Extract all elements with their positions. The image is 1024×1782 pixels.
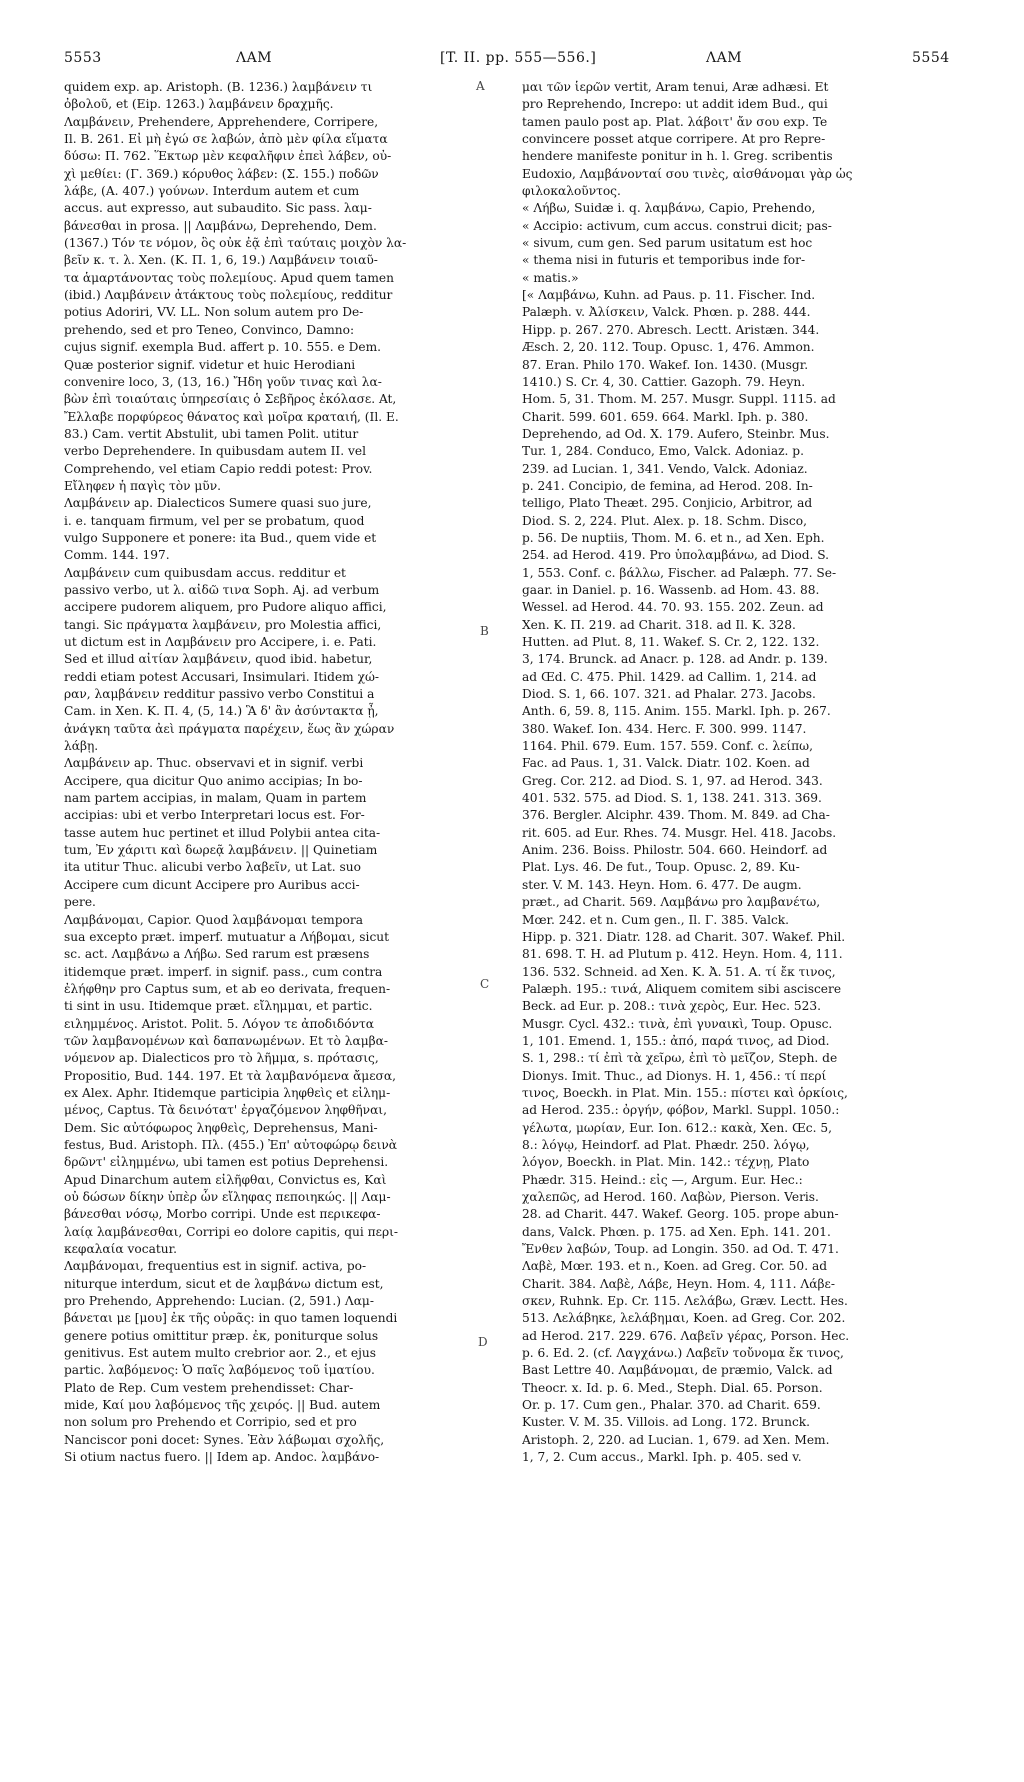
left-text-column: quidem exp. ap. Aristoph. (B. 1236.) λαμβάνειν τι ὀβολοῦ, et (Eip. 1263.) λαμβάνειν δραχμῆς. Λαμβάνειν, Prehendere, Apprehendere, Corripere, Il. B. 261. Εἰ μὴ ἐγώ σε λαβών, ἀπὸ μὲν φίλα εἵματα δύσω: Π. 762. Ἕκτωρ μὲν κεφαλῆφιν ἐπεὶ λάβεν, οὐ- χὶ μεθίει: (Γ. 369.) κόρυθος λάβεν: (Σ. 155.) ποδῶν λάβε, (Α. 407.) γούνων. Interdum autem et cum accus. aut expresso, aut subaudito. Sic pass. λαμ- βάνεσθαι in prosa. || Λαμβάνω, Deprehendo, Dem. (1367.) Τόν τε νόμον, ὃς οὐκ ἐᾷ ἐπὶ ταύταις μοιχὸν λα- βεῖν κ. τ. λ. Xen. (K. Π. 1, 6, 19.) Λαμβάνειν τοιαῦ- τα ἁμαρτάνοντας τοὺς πολεμίους. Apud quem tamen (ibid.) Λαμβάνειν ἀτάκτους τοὺς πολεμίους, redditur potius Adoriri, VV. LL. Non solum autem pro De- prehendo, sed et pro Teneo, Convinco, Damno: cujus signif. exempla Bud. affert p. 10. 555. e Dem. Quæ posterior signif. videtur et huic Herodiani convenire loco, 3, (13, 16.) Ἤδη γοῦν τινας καὶ λα- βὼν ἐπὶ τοιαύταις ὑπηρεσίαις ὁ Σεβῆρος ἐκόλασε. At, Ἔλλαβε πορφύρεος θάνατος καὶ μοῖρα κραταιή, (Il. E. 83.) Cam. vertit Abstulit, ubi tamen Polit. utitur verbo Deprehendere. In quibusdam autem II. vel Comprehendo, vel etiam Capio reddi potest: Prov. Εἴληφεν ἡ παγὶς τὸν μῦν. Λαμβάνειν ap. Dialecticos Sumere quasi suo jure, i. e. tanquam firmum, vel per se probatum, quod vulgo Supponere et ponere: ita Bud., quem vide et Comm. 144. 197. Λαμβάνειν cum quibusdam accus. redditur et passivo verbo, ut λ. αἰδῶ τινα Soph. Aj. ad verbum accipere pudorem aliquem, pro Pudore aliquo affici, tangi. Sic πράγματα λαμβάνειν, pro Molestia affici, ut dictum est in Λαμβάνειν pro Accipere, i. e. Pati. Sed et illud αἰτίαν λαμβάνειν, quod ibid. habetur, reddi etiam potest Accusari, Insimulari. Itidem χώ- ραν, λαμβάνειν redditur passivo verbo Constitui a Cam. in Xen. K. Π. 4, (5, 14.) Ἃ δ' ἂν ἀσύντακτα ᾖ, ἀνάγκη ταῦτα ἀεὶ πράγματα παρέχειν, ἕως ἂν χώραν λάβῃ. Λαμβάνειν ap. Thuc. observavi et in signif. verbi Accipere, qua dicitur Quo animo accipias; In bo- nam partem accipias, in malam, Quam in partem accipias: ubi et verbo Interpretari locus est. For- tasse autem huc pertinet et illud Polybii antea cita- tum, Ἐν χάριτι καὶ δωρεᾷ λαμβάνειν. || Quinetiam ita utitur Thuc. alicubi verbo λαβεῖν, ut Lat. suo Accipere cum dicunt Accipere pro Auribus acci- pere. Λαμβάνομαι, Capior. Quod λαμβάνομαι tempora sua excepto præt. imperf. mutuatur a Λήβομαι, sicut sc. act. Λαμβάνω a Λήβω. Sed rarum est præsens itidemque præt. imperf. in signif. pass., cum contra ἐλήφθην pro Captus sum, et ab eo derivata, frequen- ti sint in usu. Itidemque præt. εἴλημμαι, et partic. ειλημμένος. Aristot. Polit. 5. Λόγον τε ἀποδιδόντα τῶν λαμβανομένων καὶ δαπανωμένων. Et τὸ λαμβα- νόμενον ap. Dialecticos pro τὸ λῆμμα, s. πρότασις, Propositio, Bud. 144. 197. Et τὰ λαμβανόμενα ἄμεσα, ex Alex. Aphr. Itidemque participia ληφθεὶς et εἰλημ- μένος, Captus. Τὰ δεινότατ' ἐργαζόμενον ληφθῆναι, Dem. Sic αὐτόφωρος ληφθεὶς, Deprehensus, Mani- festus, Bud. Aristoph. Πλ. (455.) Ἐπ' αὐτοφώρῳ δεινὰ δρῶντ' εἰλημμένω, ubi tamen est potius Deprehensi. Apud Dinarchum autem εἰλῆφθαι, Convictus es, Καὶ οὐ δώσων δίκην ὑπὲρ ὧν εἴληφας πεποιηκώς. || Λαμ- βάνεσθαι νόσῳ, Morbo corripi. Unde est περικεφα- λαίᾳ λαμβάνεσθαι, Corripi eo dolore capitis, qui περι- κεφαλαία vocatur. Λαμβάνομαι, frequentius est in signif. activa, po- niturque interdum, sicut et de λαμβάνω dictum est, pro Prehendo, Apprehendo: Lucian. (2, 591.) Λαμ- βάνεται με [μου] ἐκ τῆς οὐρᾶς: in quo tamen loquendi genere potius omittitur præp. ἐκ, poniturque solus genitivus. Est autem multo crebrior aor. 2., et ejus partic. λαβόμενος: Ὁ παῖς λαβόμενος τοῦ ἱματίου. Plato de Rep. Cum vestem prehendisset: Char- mide, Καί μου λαβόμενος τῆς χειρός. || Bud. autem non solum pro Prehendo et Corripio, sed et pro Nanciscor poni docet: Synes. Ἐὰν λάβωμαι σχολῆς, Si otium nactus fuero. || Idem ap. Andoc. λαμβάνο- [64, 80, 407, 1465]
margin-mark-b: B [480, 624, 489, 638]
margin-mark-a: A [476, 79, 485, 93]
page-reference: [T. II. pp. 555—556.] [440, 50, 597, 66]
left-column-number: 5553 [64, 50, 102, 66]
right-text-column: μαι τῶν ἱερῶν vertit, Aram tenui, Aræ adhæsi. Et pro Reprehendo, Increpo: ut addit idem Bud., qui tamen paulo post ap. Plat. λάβοιτ' ἄν σου exp. Te convincere posset atque corripere. At pro Repre- hendere manifeste ponitur in h. l. Greg. scribentis Eudoxio, Λαμβάνονταί σου τινὲς, αἰσθάνομαι γὰρ ὡς φιλοκαλοῦντος. « Λήβω, Suidæ i. q. λαμβάνω, Capio, Prehendo, « Accipio: activum, cum accus. construi dicit; pas- « sivum, cum gen. Sed parum usitatum est hoc « thema nisi in futuris et temporibus inde for- « matis.» [« Λαμβάνω, Kuhn. ad Paus. p. 11. Fischer. Ind. Palæph. v. Ἀλίσκειν, Valck. Phœn. p. 288. 444. Hipp. p. 267. 270. Abresch. Lectt. Aristæn. 344. Æsch. 2, 20. 112. Toup. Opusc. 1, 476. Ammon. 87. Eran. Philo 170. Wakef. Ion. 1430. (Musgr. 1410.) S. Cr. 4, 30. Cattier. Gazoph. 79. Heyn. Hom. 5, 31. Thom. M. 257. Musgr. Suppl. 1115. ad Charit. 599. 601. 659. 664. Markl. Iph. p. 380. Deprehendo, ad Od. X. 179. Aufero, Steinbr. Mus. Tur. 1, 284. Conduco, Emo, Valck. Adoniaz. p. 239. ad Lucian. 1, 341. Vendo, Valck. Adoniaz. p. 241. Concipio, de femina, ad Herod. 208. In- telligo, Plato Theæt. 295. Conjicio, Arbitror, ad Diod. S. 2, 224. Plut. Alex. p. 18. Schm. Disco, p. 56. De nuptiis, Thom. M. 6. et n., ad Xen. Eph. 254. ad Herod. 419. Pro ὑπολαμβάνω, ad Diod. S. 1, 553. Conf. c. βάλλω, Fischer. ad Palæph. 77. Se- gaar. in Daniel. p. 16. Wassenb. ad Hom. 43. 88. Wessel. ad Herod. 44. 70. 93. 155. 202. Zeun. ad Xen. K. Π. 219. ad Charit. 318. ad Il. K. 328. Hutten. ad Plut. 8, 11. Wakef. S. Cr. 2, 122. 132. 3, 174. Brunck. ad Anacr. p. 128. ad Andr. p. 139. ad Œd. C. 475. Phil. 1429. ad Callim. 1, 214. ad Diod. S. 1, 66. 107. 321. ad Phalar. 273. Jacobs. Anth. 6, 59. 8, 115. Anim. 155. Markl. Iph. p. 267. 380. Wakef. Ion. 434. Herc. F. 300. 999. 1147. 1164. Phil. 679. Eum. 157. 559. Conf. c. λείπω, Fac. ad Paus. 1, 31. Valck. Diatr. 102. Koen. ad Greg. Cor. 212. ad Diod. S. 1, 97. ad Herod. 343. 401. 532. 575. ad Diod. S. 1, 138. 241. 313. 369. 376. Bergler. Alciphr. 439. Thom. M. 849. ad Cha- rit. 605. ad Eur. Rhes. 74. Musgr. Hel. 418. Jacobs. Anim. 236. Boiss. Philostr. 504. 660. Heindorf. ad Plat. Lys. 46. De fut., Toup. Opusc. 2, 89. Ku- ster. V. M. 143. Heyn. Hom. 6. 477. De augm. præt., ad Charit. 569. Λαμβάνω pro λαμβανέτω, Mœr. 242. et n. Cum gen., Il. Γ. 385. Valck. Hipp. p. 321. Diatr. 128. ad Charit. 307. Wakef. Phil. 81. 698. T. H. ad Plutum p. 412. Heyn. Hom. 4, 111. 136. 532. Schneid. ad Xen. K. Ἀ. 51. A. τί ἔκ τινος, Palæph. 195.: τινά, Aliquem comitem sibi asciscere Beck. ad Eur. p. 208.: τινὰ χερὸς, Eur. Hec. 523. Musgr. Cycl. 432.: τινὰ, ἐπὶ γυναικὶ, Toup. Opusc. 1, 101. Emend. 1, 155.: ἀπό, παρά τινος, ad Diod. S. 1, 298.: τί ἐπὶ τὰ χεῖρω, ἐπὶ τὸ μεῖζον, Steph. de Dionys. Imit. Thuc., ad Dionys. H. 1, 456.: τί περί τινος, Boeckh. in Plat. Min. 155.: πίστει καὶ ὁρκίοις, ad Herod. 235.: ὀργήν, φόβον, Markl. Suppl. 1050.: γέλωτα, μωρίαν, Eur. Ion. 612.: κακὰ, Xen. Œc. 5, 8.: λόγῳ, Heindorf. ad Plat. Phædr. 250. λόγῳ, λόγον, Boeckh. in Plat. Min. 142.: τέχνῃ, Plato Phædr. 315. Heind.: εἰς —, Argum. Eur. Hec.: χαλεπῶς, ad Herod. 160. Λαβὼν, Pierson. Veris. 28. ad Charit. 447. Wakef. Georg. 105. prope abun- dans, Valck. Phœn. p. 175. ad Xen. Eph. 141. 201. Ἔνθεν λαβών, Toup. ad Longin. 350. ad Od. T. 471. Λαβὲ, Mœr. 193. et n., Koen. ad Greg. Cor. 50. ad Charit. 384. Λαβὲ, Λάβε, Heyn. Hom. 4, 111. Λάβε- σκεν, Ruhnk. Ep. Cr. 115. Λελάβω, Græv. Lectt. Hes. 513. Λελάβηκε, λελάβημαι, Koen. ad Greg. Cor. 202. ad Herod. 217. 229. 676. Λαβεῖν γέρας, Porson. Hec. p. 6. Ed. 2. (cf. Λαγχάνω.) Λαβεῖν τοὔνομα ἔκ τινος, Bast Lettre 40. Λαμβάνομαι, de præmio, Valck. ad Theocr. x. Id. p. 6. Med., Steph. Dial. 65. Porson. Or. p. 17. Cum gen., Phalar. 370. ad Charit. 659. Kuster. V. M. 35. Villois. ad Long. 172. Brunck. Aristoph. 2, 220. ad Lucian. 1, 679. ad Xen. Mem. 1, 7, 2. Cum accus., Markl. Iph. p. 405. sed v. [522, 80, 853, 1465]
margin-mark-c: C [480, 977, 490, 991]
left-header-word: ΛΑΜ [236, 50, 273, 66]
right-header-word: ΛΑΜ [706, 50, 743, 66]
right-column-number: 5554 [912, 50, 950, 66]
margin-mark-d: D [478, 1335, 488, 1349]
